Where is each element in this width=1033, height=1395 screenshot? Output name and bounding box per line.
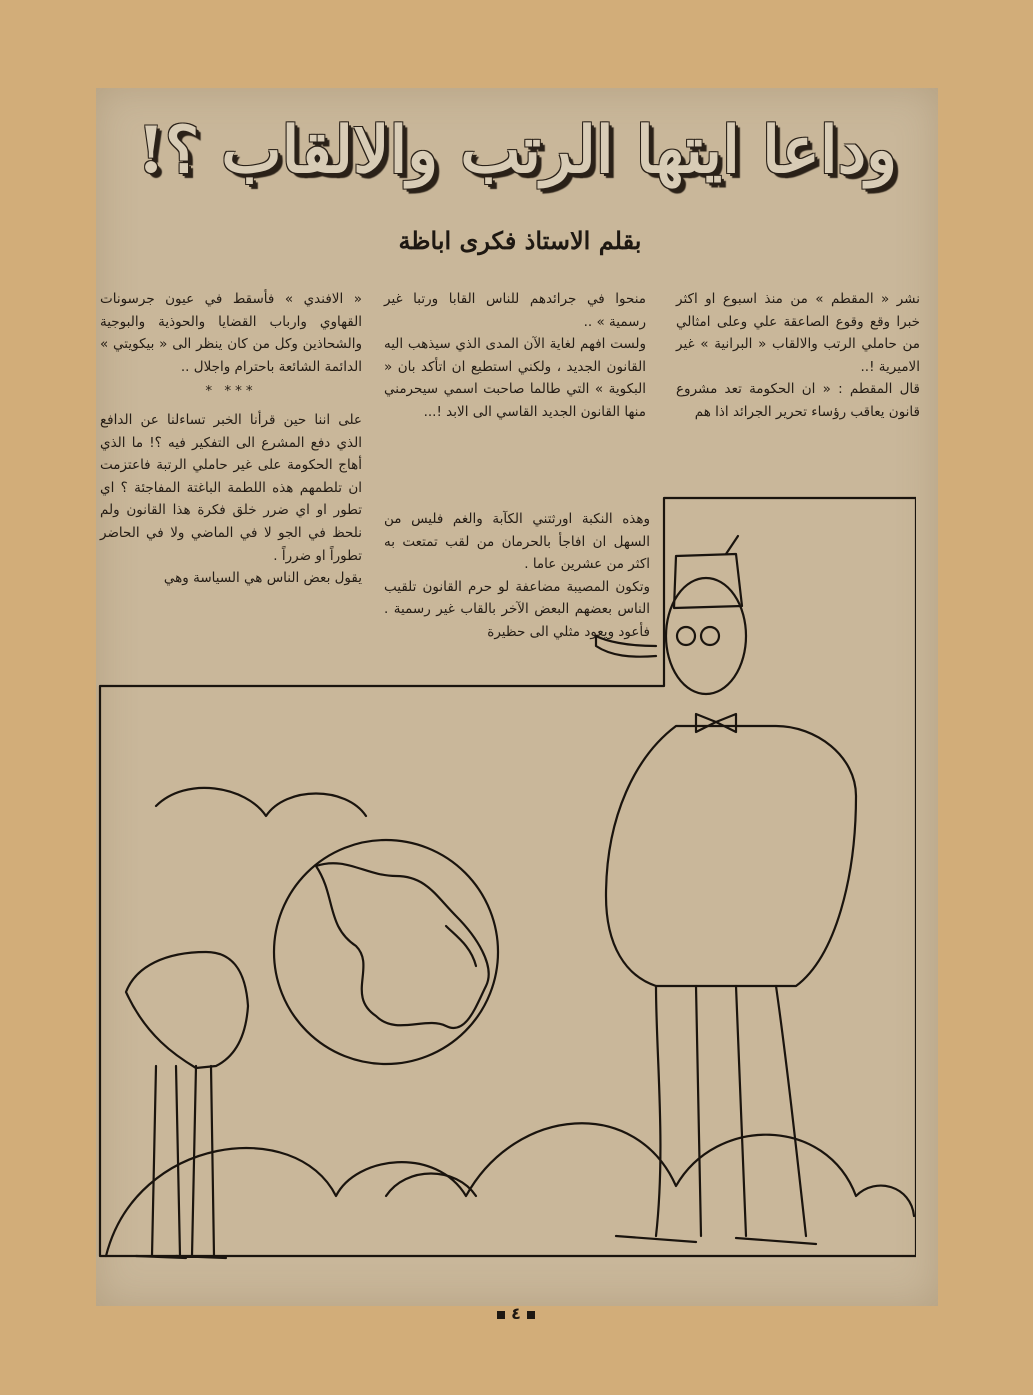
section-separator: *** * [205,383,257,400]
text-column-middle-lower [384,508,650,644]
paragraph: قال المقطم : « ان الحكومة تعد مشروع قانون يعاقب رؤساء تحرير الجرائد اذا هم [676,381,920,420]
paragraph: ولست افهم لغاية الآن المدى الذي سيذهب اليه القانون الجديد ، ولكني استطيع ان اتأكد بان « البكوية » التي طالما صاحبت اسمي سيحرمني منها القانون الجديد القاسي الى الابد !... [384,336,646,420]
paragraph: يقول بعض الناس هي السياسة وهي [163,570,362,587]
square-ornament [497,1311,505,1319]
square-ornament [527,1311,535,1319]
text-column-left [100,288,362,590]
paragraph: وتكون المصيبة مضاعفة لو حرم القانون تلقيب الناس بعضهم البعض الآخر بالقاب غير رسمية . فأعود ويعود مثلي الى حظيرة [384,578,650,640]
page-number: ٤ [456,1304,576,1328]
text-column-middle [384,288,646,424]
paragraph: على اننا حين قرأنا الخبر تساءلنا عن الدافع الذي دفع المشرع الى التفكير فيه ؟! ما الذي أهاج الحكومة على غير حاملي الرتبة فاعتزمت ان تلطمهم هذه اللطمة الباغتة المفاجئة ؟ اي تطور او اي ضرر خلق فكرة هذا القانون ولم نلحظ في الجو لا في الماضي ولا في الحاضر تطوراً او ضرراً . [100,411,362,564]
paragraph: « الافندي » فأسقط في عيون جرسونات القهاوي وارباب القضايا والحوذية والبوجية والشحاذين وكل من كان ينظر الى « بيكويتي » الدائمة الشائعة باحترام واجلال .. [100,291,362,375]
magazine-page [96,88,938,1306]
article-byline: بقلم الاستاذ فكرى اباظة [398,226,642,255]
article-title: وداعا ايتها الرتب والالقاب ؟! [136,113,898,188]
text-column-right [676,288,920,424]
paragraph: نشر « المقطم » من منذ اسبوع او اكثر خبرا وقع وقوع الصاعقة علي وعلى امثالي من حاملي الرتب والالقاب « البرانية » غير الاميرية !.. [676,291,920,375]
paragraph: منحوا في جرائدهم للناس القابا ورتبا غير رسمية » .. [384,291,646,330]
paragraph: وهذه النكبة اورثتني الكآبة والغم فليس من السهل ان افاجأ بالحرمان من لقب تمتعت به اكثر من عشرين عاما . [384,511,650,573]
